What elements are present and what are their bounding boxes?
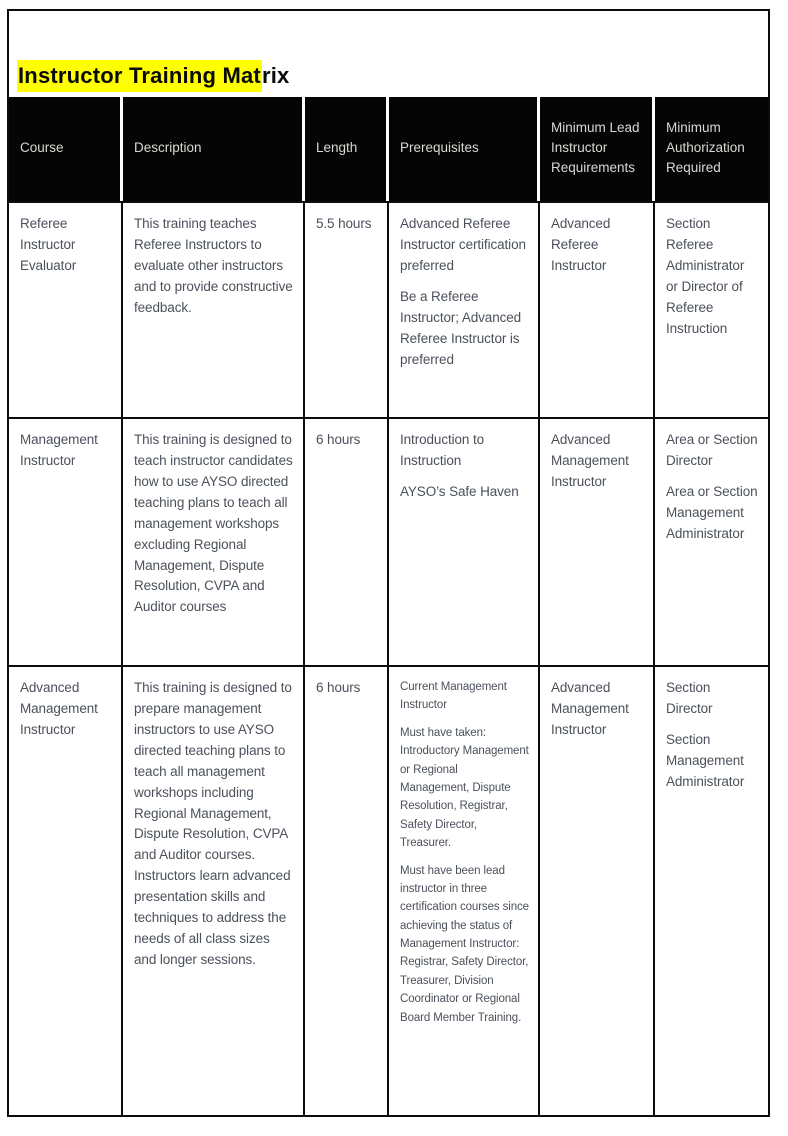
paragraph: This training is designed to prepare management instructors to use AYSO directed teaching plans to teach all management workshops including Regional Management, Dispute Resolution, CVPA and Auditor courses. Instructors learn advanced presentation skills and techniques to address the needs of all class sizes and longer sessions. [134, 680, 292, 967]
table-row [9, 417, 768, 665]
cell-min-lead-instructor [540, 417, 655, 665]
cell-description [123, 665, 305, 1115]
paragraph: This training teaches Referee Instructors to evaluate other instructors and to provide constructive feedback. [134, 216, 293, 315]
document-frame [7, 9, 770, 1117]
paragraph: Advanced Management Instructor [551, 680, 629, 737]
paragraph: Section Management Administrator [666, 731, 745, 789]
paragraph: Current Management Instructor [400, 681, 507, 712]
paragraph: Advanced Referee Instructor [551, 216, 611, 273]
paragraph: Be a Referee Instructor; Advanced Referee Instructor is preferred [400, 288, 522, 367]
column-header-prerequisites: Prerequisites [389, 97, 540, 201]
cell-min-authorization [655, 417, 768, 665]
paragraph: AYSO’s Safe Haven [400, 483, 519, 499]
column-header-min-authorization: Minimum Authorization Required [655, 97, 768, 201]
cell-description [123, 201, 305, 417]
cell-min-lead-instructor [540, 665, 655, 1115]
paragraph: Referee Instructor Evaluator [20, 216, 77, 273]
paragraph: Advanced Referee Instructor certification preferred [400, 216, 526, 273]
cell-length [305, 201, 389, 417]
cell-min-authorization [655, 201, 768, 417]
cell-prerequisites [389, 417, 540, 665]
table-row [9, 665, 768, 1115]
cell-min-authorization [655, 665, 768, 1115]
page-title-highlighted: Instructor Training Mat [17, 60, 262, 92]
paragraph: Management Instructor [20, 432, 98, 468]
page-title [17, 64, 289, 88]
page-title-plain: rix [261, 62, 290, 88]
column-header-length: Length [305, 97, 389, 201]
table-body [9, 201, 768, 1115]
table-row [9, 201, 768, 417]
paragraph: 5.5 hours [316, 216, 372, 231]
paragraph: 6 hours [316, 432, 361, 447]
cell-min-lead-instructor [540, 201, 655, 417]
title-block [9, 11, 768, 97]
paragraph: Area or Section Director [666, 432, 758, 468]
paragraph: Section Director [666, 680, 713, 716]
paragraph: 6 hours [316, 680, 361, 695]
cell-course [9, 417, 123, 665]
paragraph: Advanced Management Instructor [551, 432, 629, 489]
paragraph: Advanced Management Instructor [20, 680, 98, 737]
cell-prerequisites [389, 665, 540, 1115]
instructor-training-matrix-table [9, 97, 768, 1115]
cell-course [9, 201, 123, 417]
column-header-description: Description [123, 97, 305, 201]
header-row [9, 97, 768, 201]
paragraph: Introduction to Instruction [400, 432, 485, 468]
table-header [9, 97, 768, 201]
paragraph: Section Referee Administrator or Director of Referee Instruction [666, 216, 745, 336]
column-header-course: Course [9, 97, 123, 201]
column-header-min-lead-instructor: Minimum Lead Instructor Requirements [540, 97, 655, 201]
paragraph: This training is designed to teach instructor candidates how to use AYSO directed teaching plans to teach all management workshops excluding Regional Management, Dispute Resolution, CVPA and Auditor courses [134, 432, 293, 615]
cell-course [9, 665, 123, 1115]
paragraph: Must have been lead instructor in three certification courses since achieving the status of Management Instructor: Registrar, Safety Director, Treasurer, Division Coordinator or Regional Board Member Training. [400, 864, 529, 1024]
paragraph: Area or Section Management Administrator [666, 483, 758, 541]
cell-description [123, 417, 305, 665]
cell-prerequisites [389, 201, 540, 417]
paragraph: Must have taken: Introductory Management or Regional Management, Dispute Resolution, Registrar, Safety Director, Treasurer. [400, 726, 529, 850]
cell-length [305, 665, 389, 1115]
cell-length [305, 417, 389, 665]
